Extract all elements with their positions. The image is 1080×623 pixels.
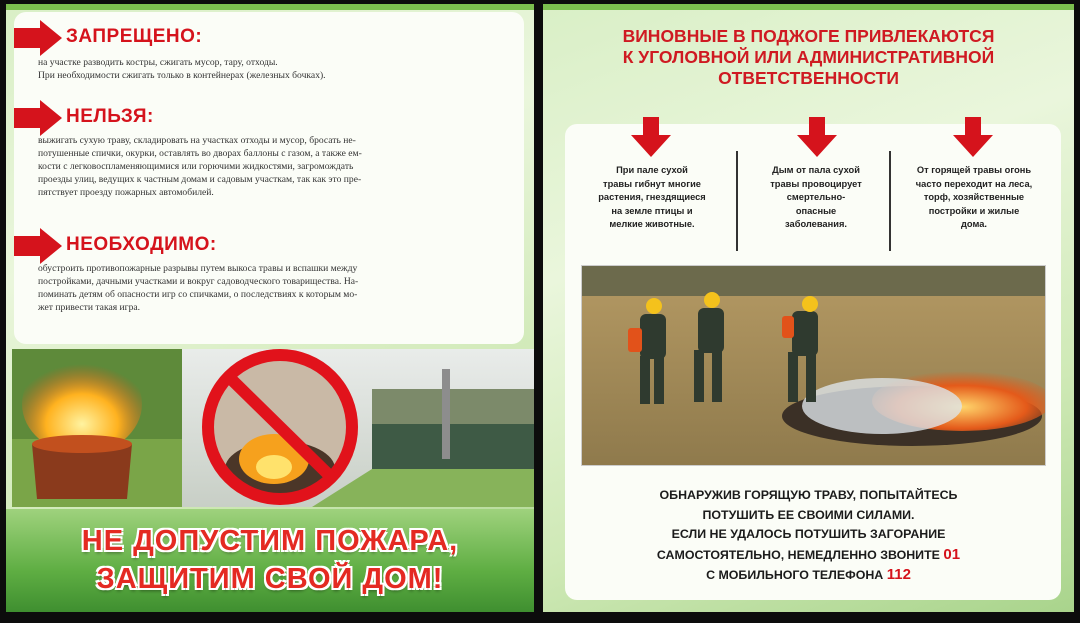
call-text: САМОСТОЯТЕЛЬНО, НЕМЕДЛЕННО ЗВОНИТЕ (656, 547, 940, 562)
text-line: выжигать сухую траву, складировать на участках отходы и мусор, бросать не- (38, 135, 356, 146)
section-title-forbidden: ЗАПРЕЩЕНО: (66, 26, 203, 47)
text-line: Дым от пала сухой (772, 165, 860, 175)
text-line: смертельно- (786, 192, 846, 202)
fire-scene-illustration (12, 349, 534, 507)
section-text-required (38, 262, 498, 314)
consequence-wildlife (583, 164, 721, 232)
column-divider (889, 151, 891, 251)
fire-prohibition-photo (12, 349, 534, 507)
instruction-line-2: ПОТУШИТЬ ЕЕ СВОИМИ СИЛАМИ. (702, 507, 915, 522)
section-text-forbidden (38, 56, 498, 82)
text-line: на участке разводить костры, сжигать мусор, тару, отходы. (38, 57, 278, 68)
liability-header-line-1: ВИНОВНЫЕ В ПОДЖОГЕ ПРИВЛЕКАЮТСЯ (622, 26, 995, 46)
instruction-block (543, 486, 1074, 586)
text-line: пятствует проезду пожарных автомобилей. (38, 187, 214, 198)
instruction-line-4 (543, 545, 1074, 566)
mobile-text: С МОБИЛЬНОГО ТЕЛЕФОНА (706, 568, 884, 582)
red-arrow-icon (14, 100, 62, 136)
instruction-line-5 (543, 565, 1074, 586)
text-line: торф, хозяйственные (923, 192, 1025, 202)
left-leaflet-panel (6, 4, 534, 612)
text-line: постройки и жилые (928, 205, 1020, 216)
emergency-number: 01 (943, 545, 961, 563)
slogan-line-2: ЗАЩИТИМ СВОЙ ДОМ! (96, 563, 444, 595)
section-text-not-allowed (38, 134, 498, 199)
consequence-spread (905, 164, 1043, 232)
firefighters-photo (581, 265, 1046, 466)
liability-header-line-3: ОТВЕТСТВЕННОСТИ (718, 68, 899, 88)
firefighters-illustration (582, 266, 1045, 465)
text-line: опасные (795, 205, 837, 216)
text-line: травы гибнут многие (603, 178, 701, 189)
top-accent (6, 4, 534, 10)
section-title-required: НЕОБХОДИМО: (66, 234, 217, 255)
text-line: часто переходит на леса, (915, 178, 1033, 189)
column-divider (736, 151, 738, 251)
slogan-line-1: НЕ ДОПУСТИМ ПОЖАРА, (81, 525, 459, 557)
red-arrow-icon (14, 20, 62, 56)
text-line: При необходимости сжигать только в контейнерах (железных бочках). (38, 70, 326, 81)
consequence-health (747, 164, 885, 232)
text-line: дома. (961, 219, 987, 229)
text-line: на земле птицы и (611, 205, 693, 216)
text-line: растения, гнездящиеся (598, 192, 706, 202)
text-line: кости с легковоспламеняющимися или горючими жидкостями, загромождать (38, 161, 354, 172)
text-line: жет привести такая игра. (38, 302, 141, 313)
right-leaflet-panel (543, 4, 1074, 612)
text-line: постройками, дачными участками и вокруг садоводческого товарищества. На- (38, 276, 359, 287)
liability-header-line-2: К УГОЛОВНОЙ ИЛИ АДМИНИСТРАТИВНОЙ (622, 47, 995, 67)
text-line: поминать детям об опасности игр со спичками, о последствиях к которым мо- (38, 289, 358, 300)
red-arrow-icon (14, 228, 62, 264)
text-line: От горящей травы огонь (916, 165, 1032, 175)
mobile-emergency-number: 112 (886, 566, 911, 583)
instruction-line-3: ЕСЛИ НЕ УДАЛОСЬ ПОТУШИТЬ ЗАГОРАНИЕ (671, 527, 946, 541)
down-arrow-icon (631, 117, 671, 157)
down-arrow-icon (953, 117, 993, 157)
text-line: обустроить противопожарные разрывы путем выкоса травы и вспашки между (38, 263, 358, 274)
text-line: травы провоцирует (770, 178, 862, 189)
text-line: мелкие животные. (609, 219, 695, 229)
down-arrow-icon (797, 117, 837, 157)
instruction-line-1: ОБНАРУЖИВ ГОРЯЩУЮ ТРАВУ, ПОПЫТАЙТЕСЬ (659, 488, 958, 502)
text-line: проезды улиц, ведущих к частным домам и садовым участкам, так как это пре- (38, 174, 362, 185)
text-line: потушенные спички, окурки, оставлять во дворах баллоны с газом, а также ем- (38, 148, 362, 159)
text-line: При пале сухой (616, 165, 688, 175)
slogan-banner (6, 509, 534, 612)
top-accent (543, 4, 1074, 10)
text-line: заболевания. (785, 219, 847, 229)
section-title-not-allowed: НЕЛЬЗЯ: (66, 106, 154, 127)
